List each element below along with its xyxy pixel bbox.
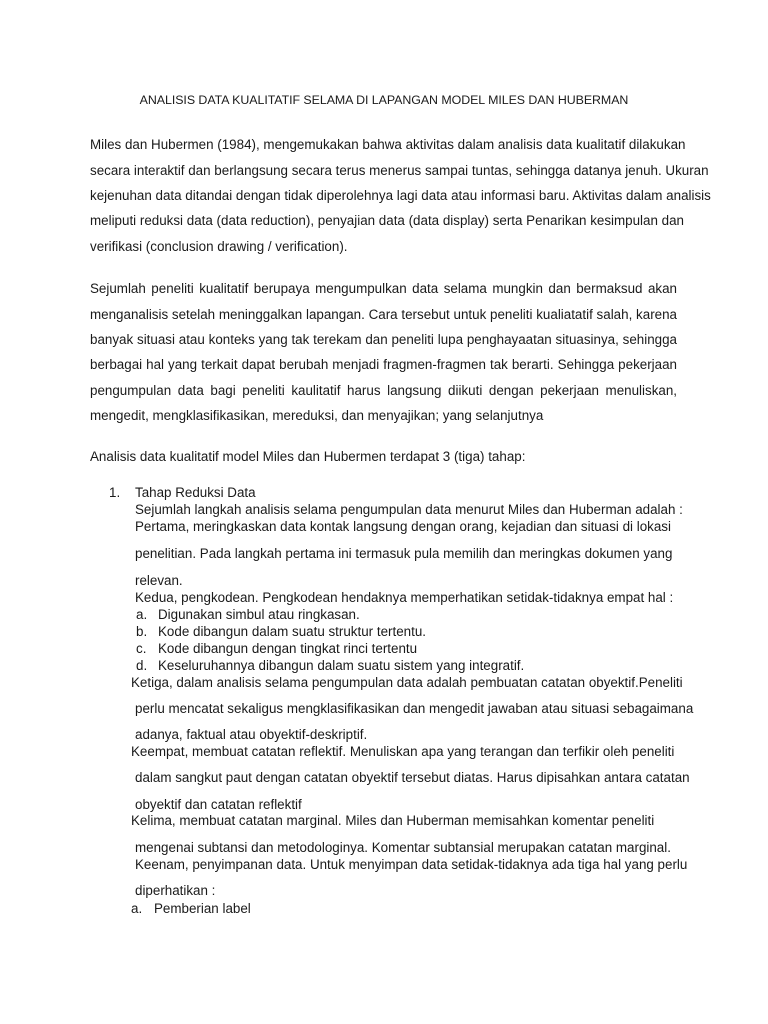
kedua-item-b-text: Kode dibangun dalam suatu struktur tertentu. [158,624,426,639]
paragraph-1-line-3: kejenuhan data ditandai dengan tidak diperolehnya lagi data atau informasi baru. Aktivitas dalam analisis [90,188,711,203]
step-1-intro: Sejumlah langkah analisis selama pengumpulan data menurut Miles dan Huberman adalah : [135,502,683,517]
step-1-heading: Tahap Reduksi Data [135,485,256,500]
keenam-line-1: Keenam, penyimpanan data. Untuk menyimpan data setidak-tidaknya ada tiga hal yang perlu [135,857,688,872]
ketiga-line-3: adanya, faktual atau obyektif-deskriptif. [135,727,368,742]
kedua-item-a-marker: a. [136,607,148,622]
paragraph-1-line-1: Miles dan Hubermen (1984), mengemukakan bahwa aktivitas dalam analisis data kualitatif dilakukan [90,137,686,152]
keempat-line-3: obyektif dan catatan reflektif [135,797,302,812]
kedua-item-c-marker: c. [136,641,147,656]
step-1-number: 1. [109,485,121,500]
pertama-line-1: Pertama, meringkaskan data kontak langsung dengan orang, kejadian dan situasi di lokasi [135,519,671,534]
pertama-line-2: penelitian. Pada langkah pertama ini termasuk pula memilih dan meringkas dokumen yang [135,546,673,561]
paragraph-2-line-2: menganalisis setelah meninggalkan lapangan. Cara tersebut untuk peneliti kualiatatif salah, karena [90,307,677,322]
paragraph-2-line-4: berbagai hal yang terkait dapat berubah menjadi fragmen-fragmen tak berarti. Sehingga pekerjaan [90,357,677,372]
paragraph-2-line-6: mengedit, mengklasifikasikan, mereduksi, dan menyajikan; yang selanjutnya [90,408,544,423]
paragraph-1-line-4: meliputi reduksi data (data reduction), penyajian data (data display) serta Penarikan kesimpulan dan [90,213,684,228]
paragraph-3: Analisis data kualitatif model Miles dan Hubermen terdapat 3 (tiga) tahap: [90,449,526,464]
kedua-item-b-marker: b. [136,624,148,639]
paragraph-2-line-3: banyak situasi atau konteks yang tak terekam dan peneliti lupa penghayaatan situasinya, sehingga [90,332,677,347]
paragraph-1-line-2: secara interaktif dan berlangsung secara terus menerus sampai tuntas, sehingga datanya jenuh. Ukuran [90,163,709,178]
kedua-line: Kedua, pengkodean. Pengkodean hendaknya memperhatikan setidak-tidaknya empat hal : [135,590,674,605]
kedua-item-d-text: Keseluruhannya dibangun dalam suatu sistem yang integratif. [158,658,525,673]
kedua-item-c-text: Kode dibangun dengan tingkat rinci tertentu [158,641,418,656]
kedua-item-d-marker: d. [136,658,148,673]
document-title: ANALISIS DATA KUALITATIF SELAMA DI LAPANGAN MODEL MILES DAN HUBERMAN [139,93,629,107]
ketiga-line-1: Ketiga, dalam analisis selama pengumpulan data adalah pembuatan catatan obyektif.Peneliti [131,675,683,690]
kelima-line-2: mengenai subtansi dan metodologinya. Komentar subtansial merupakan catatan marginal. [135,840,671,855]
keempat-line-1: Keempat, membuat catatan reflektif. Menuliskan apa yang terangan dan terfikir oleh peneliti [131,744,675,759]
keempat-line-2: dalam sangkut paut dengan catatan obyektif tersebut diatas. Harus dipisahkan antara catatan [135,770,690,785]
keenam-item-a-marker: a. [131,901,143,916]
kedua-item-a-text: Digunakan simbul atau ringkasan. [158,607,360,622]
paragraph-2-line-1: Sejumlah peneliti kualitatif berupaya mengumpulkan data selama mungkin dan bermaksud akan [90,281,677,296]
kelima-line-1: Kelima, membuat catatan marginal. Miles dan Huberman memisahkan komentar peneliti [131,813,655,828]
ketiga-line-2: perlu mencatat sekaligus mengklasifikasikan dan mengedit jawaban atau situasi sebagaimana [135,701,694,716]
pertama-line-3: relevan. [135,573,183,588]
paragraph-2-line-5: pengumpulan data bagi peneliti kaulitatif harus langsung diikuti dengan pekerjaan menuliskan, [90,383,677,398]
keenam-line-2: diperhatikan : [135,883,216,898]
keenam-item-a-text: Pemberian label [154,901,251,916]
paragraph-1-line-5: verifikasi (conclusion drawing / verification). [90,239,348,254]
